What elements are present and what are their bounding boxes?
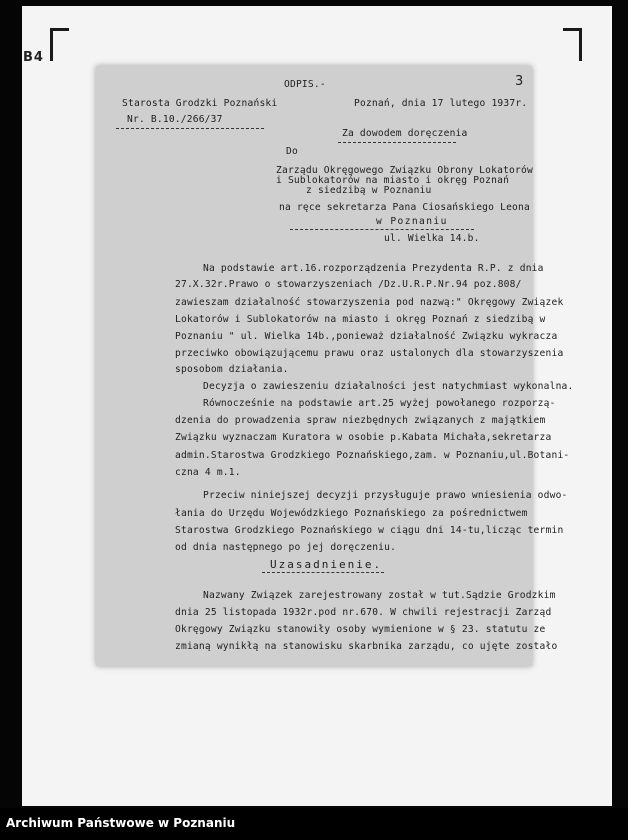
justification-heading: Uzasadnienie. [270, 558, 383, 571]
body-line-10: dzenia do prowadzenia spraw niezbędnych związanych z majątkiem [175, 415, 546, 426]
body-line-15: łania do Urzędu Wojewódzkiego Poznańskiego za pośrednictwem [175, 508, 528, 519]
city-underline [290, 229, 474, 230]
recipient-line-1: Zarządu Okręgowego Związku Obrony Lokatorów [276, 165, 533, 176]
recipient-line-3: z siedzibą w Poznaniu [306, 185, 432, 196]
reference-underline [116, 128, 264, 129]
body-line-4: Lokatorów i Sublokatorów na miasto i okręg Poznań z siedzibą w [175, 314, 546, 325]
body-line-11: Związku wyznaczam Kuratora w osobie p.Kabata Michała,sekretarza [175, 432, 552, 443]
delivery-note: Za dowodem doręczenia [342, 128, 468, 139]
crop-mark-top-right [563, 28, 582, 61]
document-page [96, 66, 532, 666]
body-line-9: Równocześnie na podstawie art.25 wyżej powołanego rozporzą- [203, 398, 556, 409]
body-line-3: zawieszam działalność stowarzyszenia pod nazwą:" Okręgowy Związek [175, 297, 564, 308]
recipient-line-2: i Sublokatorów na miasto i okręg Poznań [276, 175, 510, 186]
place-date: Poznań, dnia 17 lutego 1937r. [354, 98, 528, 109]
body-line-12: admin.Starostwa Grodzkiego Poznańskiego,zam. w Poznaniu,ul.Botani- [175, 450, 570, 461]
reference-number: Nr. B.10./266/37 [127, 114, 223, 125]
archive-code: B4 [23, 50, 44, 65]
body-line-1: Na podstawie art.16.rozporządzenia Prezydenta R.P. z dnia [203, 263, 544, 274]
body-line-17: od dnia następnego po jej doręczeniu. [175, 542, 397, 553]
body-line-13: czna 4 m.1. [175, 467, 241, 478]
body-line-14: Przeciw niniejszej decyzji przysługuje prawo wniesienia odwo- [203, 490, 568, 501]
justification-line-1: Nazwany Związek zarejestrowany został w tut.Sądzie Grodzkim [203, 590, 556, 601]
archive-footer-label: Archiwum Państwowe w Poznaniu [6, 816, 236, 830]
body-line-2: 27.X.32r.Prawo o stowarzyszeniach /Dz.U.R.P.Nr.94 poz.808/ [175, 279, 522, 290]
street-line: ul. Wielka 14.b. [384, 233, 480, 244]
to-label: Do [286, 146, 298, 157]
body-line-5: Poznaniu " ul. Wielka 14b.,ponieważ działalność Związku wykracza [175, 331, 558, 342]
attention-line: na ręce sekretarza Pana Ciosańskiego Leona [279, 202, 530, 213]
justification-line-2: dnia 25 listopada 1932r.pod nr.670. W chwili rejestracji Zarząd [175, 607, 552, 618]
body-line-6: przeciwko obowiązującemu prawu oraz ustalonych dla stowarzyszenia [175, 348, 564, 359]
corner-page-number: 3 [515, 74, 524, 89]
justification-line-3: Okręgowy Związku stanowiły osoby wymienione w § 23. statutu ze [175, 624, 546, 635]
justification-underline [262, 572, 384, 573]
justification-line-4: zmianą wynikłą na stanowisku skarbnika zarządu, co ujęte zostało [175, 641, 558, 652]
city-line: w Poznaniu [376, 216, 448, 227]
body-line-16: Starostwa Grodzkiego Poznańskiego w ciągu dni 14-tu,licząc termin [175, 525, 564, 536]
delivery-underline [338, 142, 456, 143]
body-line-7: sposobom działania. [175, 364, 289, 375]
sender-office: Starosta Grodzki Poznański [122, 98, 278, 109]
body-line-8: Decyzja o zawieszeniu działalności jest natychmiast wykonalna. [203, 381, 574, 392]
copy-label: ODPIS.- [284, 79, 326, 90]
crop-mark-top-left [50, 28, 69, 61]
